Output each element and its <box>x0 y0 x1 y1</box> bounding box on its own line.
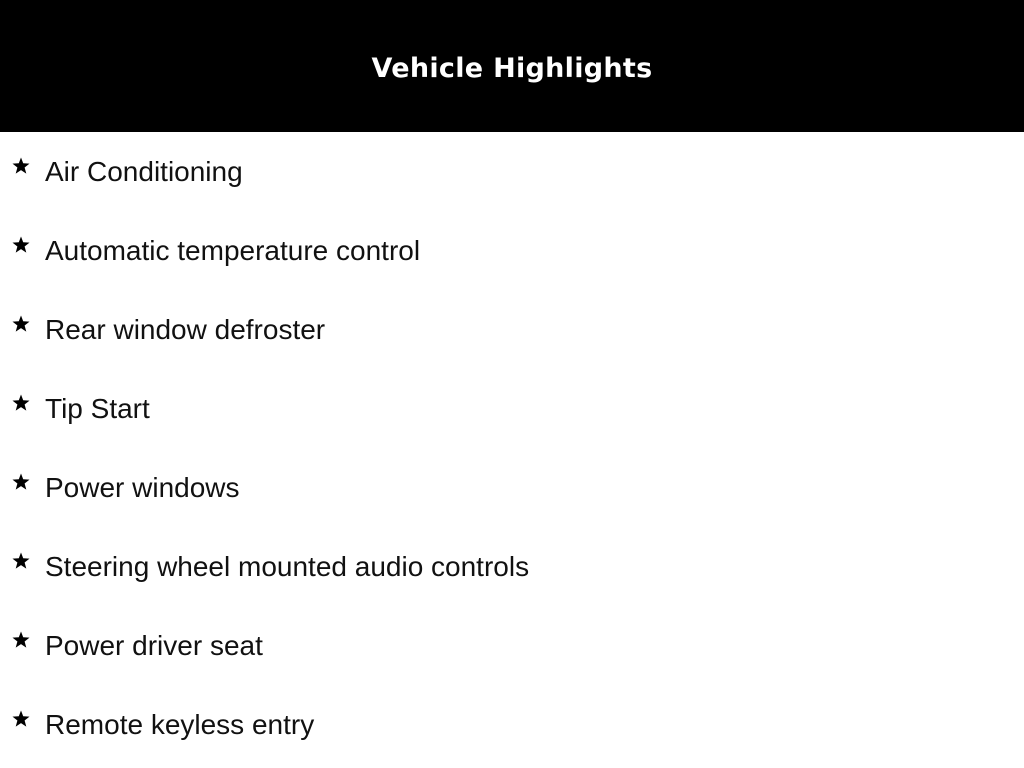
highlight-label: Air Conditioning <box>45 156 243 187</box>
highlight-label: Steering wheel mounted audio controls <box>45 551 530 582</box>
page-title: Vehicle Highlights <box>371 52 653 84</box>
star-icon <box>11 709 31 729</box>
highlight-label: Power windows <box>45 472 240 503</box>
star-icon <box>11 472 31 492</box>
list-item <box>0 211 1024 290</box>
star-icon <box>11 393 31 413</box>
list-item <box>0 369 1024 448</box>
star-icon <box>11 235 31 255</box>
star-icon <box>11 156 31 176</box>
highlight-label: Tip Start <box>45 393 150 424</box>
highlight-label: Remote keyless entry <box>45 709 315 740</box>
highlight-label: Power driver seat <box>45 630 263 661</box>
list-item <box>0 685 1024 764</box>
star-icon <box>11 630 31 650</box>
highlight-label: Automatic temperature control <box>45 235 421 266</box>
header-bar <box>0 0 1024 132</box>
star-icon <box>11 551 31 571</box>
list-item <box>0 606 1024 685</box>
list-item <box>0 448 1024 527</box>
list-item <box>0 527 1024 606</box>
list-item <box>0 290 1024 369</box>
highlight-label: Rear window defroster <box>45 314 326 345</box>
star-icon <box>11 314 31 334</box>
list-item <box>0 132 1024 211</box>
